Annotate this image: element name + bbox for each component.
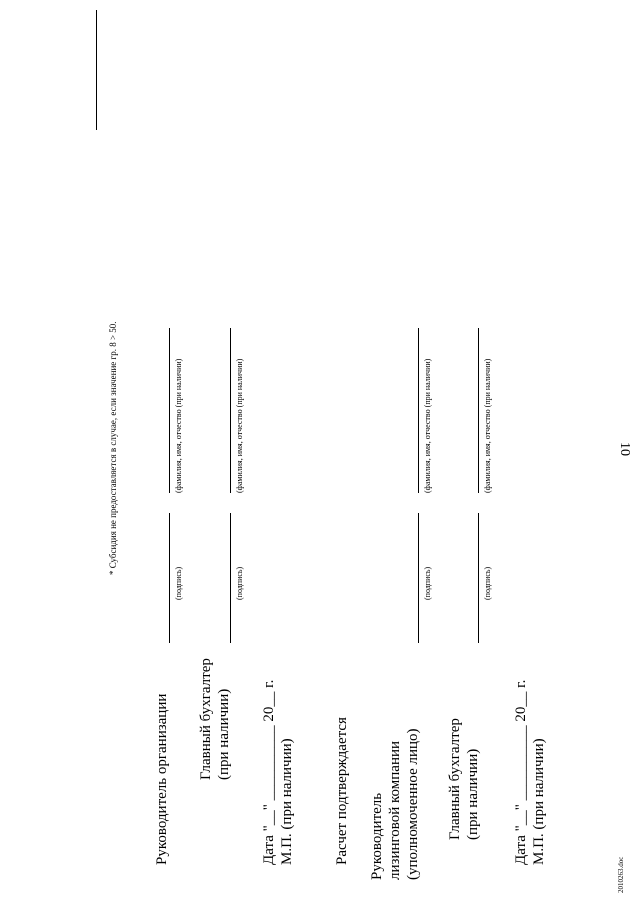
org-date-label: Дата "__" __________ 20__ г. — [261, 679, 277, 865]
leasing-accountant-name-line — [478, 328, 479, 493]
leasing-accountant-label: Главный бухгалтер — [447, 718, 463, 840]
leasing-head-signature-line — [418, 513, 419, 643]
leasing-accountant-signature-caption: (подпись) — [483, 566, 492, 600]
leasing-accountant-name-caption: (фамилия, имя, отчество (при наличии) — [483, 358, 492, 493]
org-accountant-signature-line — [230, 513, 231, 643]
org-head-name-caption: (фамилия, имя, отчество (при наличии) — [174, 358, 183, 493]
footnote-separator — [96, 10, 97, 130]
leasing-company-label: лизинговой компании — [387, 740, 403, 880]
org-accountant-name-caption: (фамилия, имя, отчество (при наличии) — [235, 358, 244, 493]
leasing-head-label: Руководитель — [369, 792, 385, 880]
org-accountant-signature-caption: (подпись) — [235, 566, 244, 600]
leasing-authorized-label: (уполномоченное лицо) — [405, 728, 421, 880]
org-stamp-label: М.П. (при наличии) — [279, 738, 295, 865]
org-accountant-sublabel: (при наличии) — [216, 688, 232, 780]
leasing-head-signature-caption: (подпись) — [423, 566, 432, 600]
leasing-accountant-sublabel: (при наличии) — [465, 748, 481, 840]
footnote: * Субсидия не предоставляется в случае, если значение гр. 8 > 50. — [108, 321, 118, 575]
leasing-accountant-signature-line — [478, 513, 479, 643]
leasing-stamp-label: М.П. (при наличии) — [531, 738, 547, 865]
org-accountant-label: Главный бухгалтер — [198, 658, 214, 780]
footer-file-code: 2010263.doc — [617, 856, 625, 893]
org-head-label: Руководитель организации — [154, 693, 170, 865]
org-head-signature-line — [169, 513, 170, 643]
org-head-signature-caption: (подпись) — [174, 566, 183, 600]
leasing-date-label: Дата "__" __________ 20__ г. — [513, 679, 529, 865]
leasing-head-name-caption: (фамилия, имя, отчество (при наличии) — [423, 358, 432, 493]
page-number: 10 — [617, 442, 632, 456]
confirm-label: Расчет подтверждается — [334, 717, 350, 865]
leasing-head-name-line — [418, 328, 419, 493]
org-head-name-line — [169, 328, 170, 493]
org-accountant-name-line — [230, 328, 231, 493]
